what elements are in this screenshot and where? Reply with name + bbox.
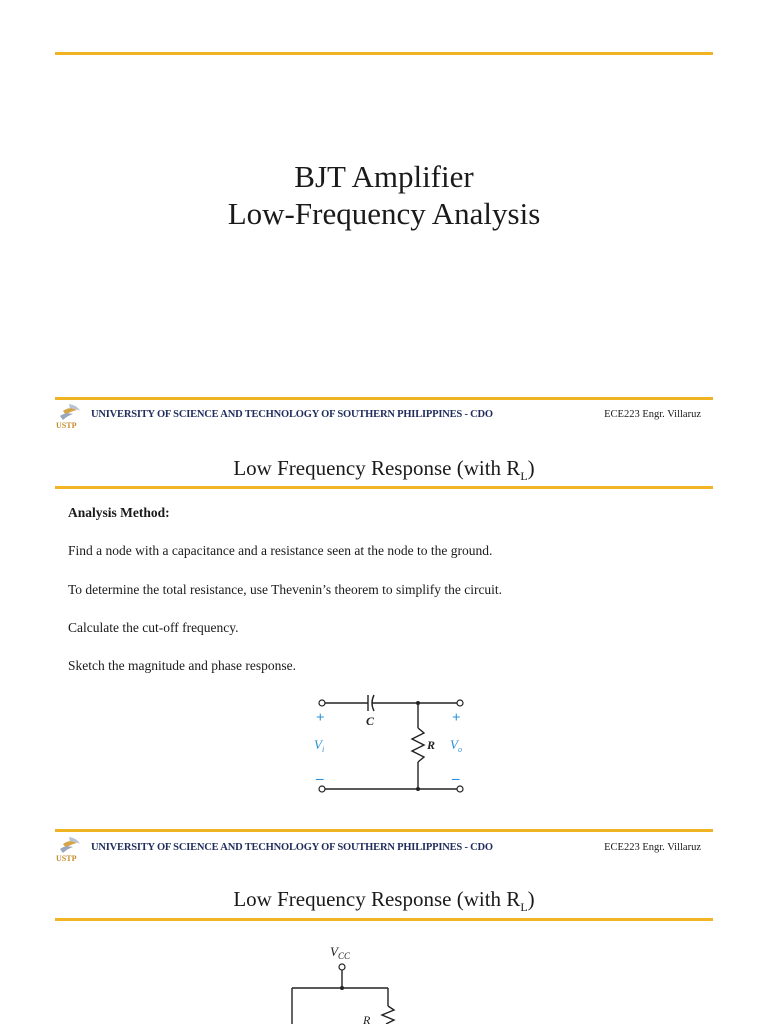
slide-title-line1: BJT Amplifier (294, 159, 474, 194)
slide3-resistor-label: R (363, 1013, 371, 1024)
step-4: Sketch the magnitude and phase response. (68, 658, 296, 673)
slide3-header (55, 835, 713, 865)
analysis-heading: Analysis Method: (68, 505, 170, 520)
slide2-title-end: ) (527, 456, 535, 480)
resistor-label: R (427, 738, 436, 752)
ustp-logo (55, 402, 85, 432)
slide3-top-rule (55, 829, 713, 832)
bjt-circuit-partial (280, 938, 420, 1024)
input-voltage-label: V (314, 737, 322, 752)
svg-text:Vi (314, 737, 324, 754)
input-voltage-sub: i (321, 745, 325, 754)
course-label: ECE223 Engr. Villaruz (604, 842, 701, 853)
logo-text: USTP (56, 854, 77, 863)
slide2-title-sub: L (520, 469, 528, 484)
slide2-header (55, 402, 713, 432)
svg-text:Vo (450, 737, 462, 754)
step-3: Calculate the cut-off frequency. (68, 620, 239, 635)
slide-title-line2: Low-Frequency Analysis (227, 196, 541, 231)
ustp-logo (55, 835, 85, 865)
slide2-title-rule (55, 486, 713, 489)
input-plus: + (316, 710, 325, 726)
slide3-title (0, 887, 768, 915)
slide3-title-rule (55, 918, 713, 921)
slide2-title-main: Low Frequency Response (with R (233, 456, 521, 480)
rc-circuit-diagram (300, 690, 480, 800)
course-label: ECE223 Engr. Villaruz (604, 409, 701, 420)
logo-text: USTP (56, 421, 77, 430)
slide2-title (0, 456, 768, 484)
step-1: Find a node with a capacitance and a resistance seen at the node to the ground. (68, 543, 493, 558)
output-voltage-sub: o (457, 745, 462, 754)
slide2-top-rule (55, 397, 713, 400)
svg-text:VCC (330, 944, 351, 961)
university-name: UNIVERSITY OF SCIENCE AND TECHNOLOGY OF SOUTHERN PHILIPPINES - CDO (91, 409, 493, 420)
output-plus: + (452, 710, 461, 726)
capacitor-label: C (366, 714, 375, 728)
output-voltage-label: V (450, 737, 458, 752)
university-name: UNIVERSITY OF SCIENCE AND TECHNOLOGY OF SOUTHERN PHILIPPINES - CDO (91, 842, 493, 853)
vcc-sub: CC (337, 951, 350, 961)
step-2: To determine the total resistance, use Thevenin’s theorem to simplify the circuit. (68, 582, 503, 597)
top-rule (55, 52, 713, 55)
slide3-title-end: ) (527, 887, 535, 911)
vcc-label: V (330, 944, 338, 959)
slide3-title-main: Low Frequency Response (with R (233, 887, 521, 911)
output-minus: – (452, 771, 460, 787)
input-minus: – (316, 771, 324, 787)
slide3-title-sub: L (520, 900, 528, 915)
